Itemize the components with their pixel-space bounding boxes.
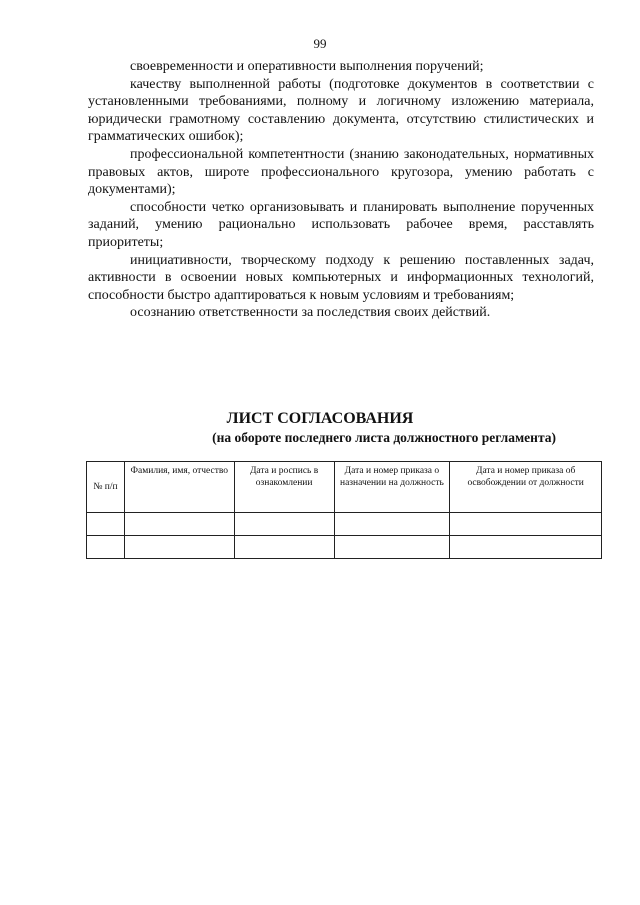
column-header-full-name: Фамилия, имя, отчество	[124, 462, 234, 513]
body-text	[88, 58, 594, 322]
paragraph: своевременности и оперативности выполнения поручений;	[130, 59, 484, 74]
table-cell[interactable]	[87, 513, 125, 536]
approval-sheet-title: ЛИСТ СОГЛАСОВАНИЯ	[226, 410, 414, 427]
table-cell[interactable]	[334, 536, 450, 559]
column-header-dismissal-order: Дата и номер приказа об освобождении от должности	[450, 462, 602, 513]
paragraph: способности четко организовывать и планировать выполнение порученных заданий, умению рационально использовать рабочее время, расставлять приоритеты;	[88, 199, 594, 250]
paragraph: качеству выполненной работы (подготовке документов в соответствии с установленными требованиями, полному и логичному изложению материала, юридически грамотному составлению документа, отсутствию стилистических и грамматических ошибок);	[88, 76, 594, 145]
approval-table	[86, 461, 602, 559]
paragraph: осознанию ответственности за последствия своих действий.	[130, 305, 491, 321]
column-header-signature-date: Дата и роспись в ознакомлении	[234, 462, 334, 513]
table-cell[interactable]	[334, 513, 450, 536]
table-cell[interactable]	[124, 513, 234, 536]
table-cell[interactable]	[87, 536, 125, 559]
table-row	[87, 536, 602, 559]
column-header-appointment-order: Дата и номер приказа о назначении на должность	[334, 462, 450, 513]
paragraph: инициативности, творческому подходу к решению поставленных задач, активности в освоении новых компьютерных и информационных технологий, способности быстро адаптироваться к новым условиям и требованиям;	[88, 252, 594, 303]
page-number: 99	[313, 36, 327, 51]
table-row	[87, 513, 602, 536]
column-header-number: № п/п	[87, 462, 125, 513]
approval-sheet-subtitle: (на обороте последнего листа должностного регламента)	[212, 430, 556, 445]
table-cell[interactable]	[450, 536, 602, 559]
table-cell[interactable]	[234, 536, 334, 559]
paragraph: профессиональной компетентности (знанию законодательных, нормативных правовых актов, широте профессионального кругозора, умению работать с документами);	[88, 146, 594, 198]
table-header-row	[87, 462, 602, 513]
table-cell[interactable]	[234, 513, 334, 536]
table-cell[interactable]	[124, 536, 234, 559]
table-cell[interactable]	[450, 513, 602, 536]
